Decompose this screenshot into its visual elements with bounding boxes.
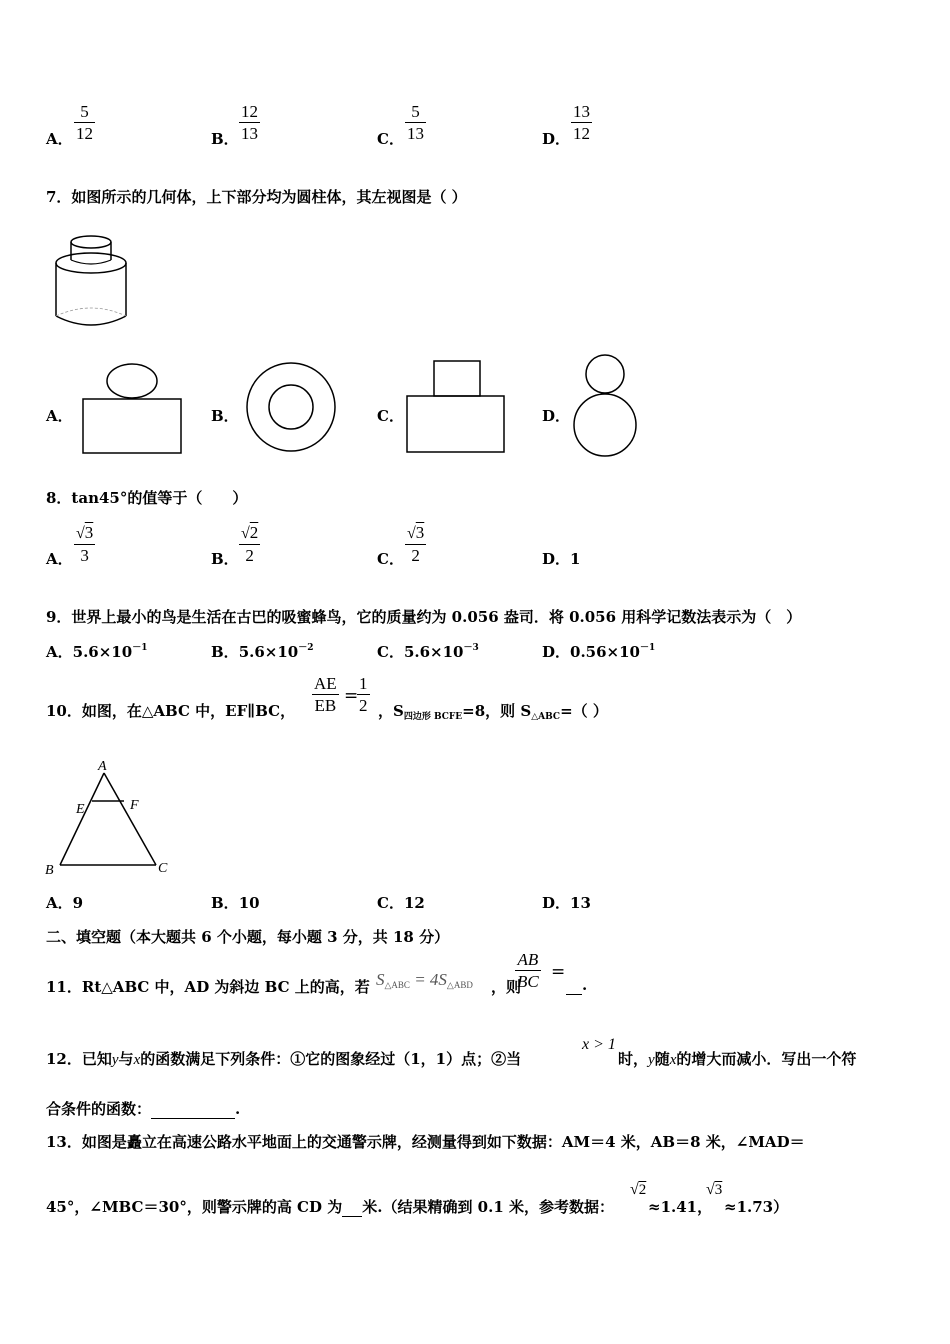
q7-option-b-figure [244,360,338,454]
q12-condition: x > 1 [582,1036,616,1053]
q7-option-c-figure [404,358,508,456]
q10-label-b: B [45,863,54,878]
q10-label-f: F [130,798,139,813]
q9-option-d: D．$0.56\times 10^{-1}$ [542,643,656,661]
q12-line1-end: 时，y随x的增大而减小．写出一个符 [618,1050,857,1068]
q11-answer-blank[interactable]: . [566,976,587,995]
q13-value1: ≈1.41， [648,1198,713,1216]
q10-label-c: C [158,861,168,876]
q6-option-d-letter: D． [542,130,571,148]
q12-answer-blank[interactable] [151,1100,235,1119]
q6-option-b-letter: B． [211,130,239,148]
q9-option-c: C．$5.6\times 10^{-3}$ [377,643,479,661]
q13-sqrt2: √2 [630,1181,647,1198]
q6-option-d-fraction: $\frac{13}{12}$ [573,102,590,143]
q11-area-condition: $S_{\triangle ABC} = 4S_{\triangle ABD}$ [376,970,473,990]
q10-label-a: A [98,759,107,774]
q10-equals: = [344,686,359,706]
q8-option-a-fraction: $\frac{√3}{3}$ [76,523,94,565]
q7-solid-figure [50,230,135,330]
q7-option-c-letter: C． [377,407,404,425]
q13-sqrt3: √3 [706,1181,723,1198]
q10-half-fraction: $\frac{1}{2}$ [359,674,368,715]
q6-option-b-fraction: $\frac{12}{13}$ [241,102,258,143]
q8-option-c-fraction: $\frac{√3}{2}$ [407,523,425,565]
section-2-heading: 二、填空题（本大题共 6 个小题，每小题 3 分，共 18 分） [46,928,450,946]
q7-option-a-letter: A． [46,407,73,425]
q6-option-c-fraction: $\frac{5}{13}$ [407,102,424,143]
q11-then: ，则 [491,978,522,996]
q8-option-b-fraction: $\frac{√2}{2}$ [241,523,259,565]
q8-option-c-letter: C． [377,550,404,568]
q9-option-a: A．$5.6\times 10^{-1}$ [46,643,148,661]
q10-option-b: B．10 [211,894,260,912]
q9-stem: 9．世界上最小的鸟是生活在古巴的吸蜜蜂鸟，它的质量约为 0.056 盎司．将 0.056 用科学记数法表示为（ ） [46,608,802,626]
q8-option-a-letter: A． [46,550,73,568]
q10-label-e: E [76,802,85,817]
q10-ratio-fraction: $\frac{AE}{EB}$ [314,674,337,715]
q10-option-a: A．9 [46,894,84,912]
q12-line1-start: 12．已知y与x的函数满足下列条件：①它的图象经过（1，1）点；②当 [46,1050,522,1068]
q8-stem: 8．tan45°的值等于（ ） [46,489,248,507]
q10-area-condition: ，$S_{四边形 BCFE}=8$，则 $S_{\triangle ABC}=$（ ） [378,702,608,722]
q7-option-d-figure [570,352,642,460]
q13-line2-start: 45°，∠MBC＝30°，则警示牌的高 CD 为 米.（结果精确到 0.1 米，参考数据： [46,1198,614,1216]
q10-prefix: 10．如图，在△ABC 中，EF∥BC， [46,702,296,720]
q8-option-b-letter: B． [211,550,239,568]
q9-option-b: B．$5.6\times 10^{-2}$ [211,643,314,661]
q7-stem: 7．如图所示的几何体，上下部分均为圆柱体，其左视图是（ ） [46,188,467,206]
q11-prefix: 11．Rt△ABC 中，AD 为斜边 BC 上的高，若 [46,978,370,996]
q7-option-d-letter: D． [542,407,571,425]
q7-option-b-letter: B． [211,407,239,425]
q10-option-d: D．13 [542,894,591,912]
q10-option-c: C．12 [377,894,425,912]
q13-answer-blank[interactable] [342,1198,362,1217]
q6-option-a-fraction: $\frac{5}{12}$ [76,102,93,143]
q6-option-a-letter: A． [46,130,73,148]
q8-option-d: D．1 [542,550,581,568]
q7-option-a-figure [80,362,184,457]
q10-triangle-figure [40,755,180,880]
q6-option-c-letter: C． [377,130,404,148]
q12-line2: 合条件的函数： . [46,1100,241,1118]
q13-line1: 13．如图是矗立在高速公路水平地面上的交通警示牌，经测量得到如下数据：AM＝4 米，AB＝8 米，∠MAD＝ [46,1133,805,1151]
q11-ratio-fraction: $\frac{AB}{BC}$ [517,950,539,991]
q11-equals: = [551,962,566,982]
q13-value2: ≈1.73） [724,1198,789,1216]
